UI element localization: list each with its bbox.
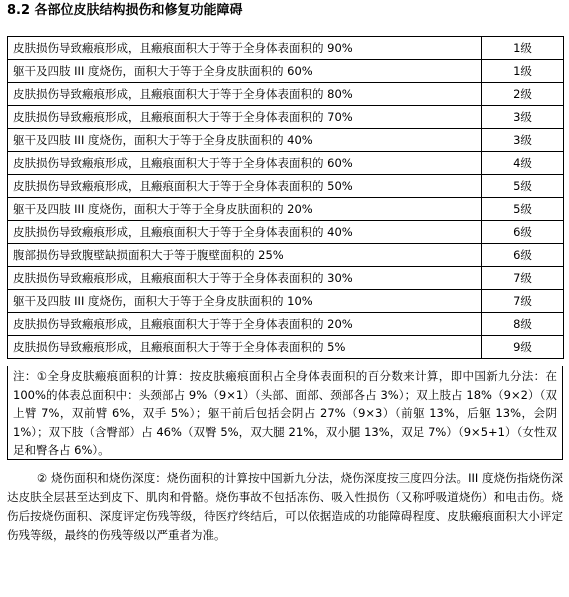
injury-description: 皮肤损伤导致瘢痕形成，且瘢痕面积大于等于全身体表面积的 20%: [8, 313, 482, 336]
disability-grade: 2级: [482, 83, 564, 106]
table-row: [8, 336, 564, 359]
disability-grade-table: [7, 36, 564, 359]
table-row: [8, 152, 564, 175]
disability-grade: 3级: [482, 106, 564, 129]
table-row: [8, 221, 564, 244]
disability-grade: 3级: [482, 129, 564, 152]
injury-description: 皮肤损伤导致瘢痕形成，且瘢痕面积大于等于全身体表面积的 60%: [8, 152, 482, 175]
table-row: [8, 129, 564, 152]
injury-description: 躯干及四肢 III 度烧伤，面积大于等于全身皮肤面积的 60%: [8, 60, 482, 83]
table-row: [8, 175, 564, 198]
disability-grade: 6级: [482, 221, 564, 244]
disability-grade: 4级: [482, 152, 564, 175]
injury-description: 躯干及四肢 III 度烧伤，面积大于等于全身皮肤面积的 10%: [8, 290, 482, 313]
table-row: [8, 83, 564, 106]
disability-grade: 1级: [482, 37, 564, 60]
notes-burn-depth: ② 烧伤面积和烧伤深度：烧伤面积的计算按中国新九分法，烧伤深度按三度四分法。III 度烧伤指烧伤深达皮肤全层甚至达到皮下、肌肉和骨骼。烧伤事故不包括冻伤、吸入性损伤（又称呼吸道烧伤）和电击伤。烧伤后按烧伤面积、深度评定伤残等级，待医疗终结后，可以依据造成的功能障碍程度、皮肤瘢痕面积大小评定伤残等级，最终的伤残等级以严重者为准。: [7, 471, 563, 542]
table-row: [8, 106, 564, 129]
table-row: [8, 37, 564, 60]
disability-grade: 6级: [482, 244, 564, 267]
injury-description: 皮肤损伤导致瘢痕形成，且瘢痕面积大于等于全身体表面积的 70%: [8, 106, 482, 129]
disability-grade: 9级: [482, 336, 564, 359]
injury-description: 皮肤损伤导致瘢痕形成，且瘢痕面积大于等于全身体表面积的 30%: [8, 267, 482, 290]
injury-description: 腹部损伤导致腹壁缺损面积大于等于腹壁面积的 25%: [8, 244, 482, 267]
table-row: [8, 313, 564, 336]
injury-description: 皮肤损伤导致瘢痕形成，且瘢痕面积大于等于全身体表面积的 40%: [8, 221, 482, 244]
injury-description: 躯干及四肢 III 度烧伤，面积大于等于全身皮肤面积的 40%: [8, 129, 482, 152]
table-row: [8, 198, 564, 221]
disability-grade: 7级: [482, 267, 564, 290]
injury-description: 皮肤损伤导致瘢痕形成，且瘢痕面积大于等于全身体表面积的 90%: [8, 37, 482, 60]
table-row: [8, 267, 564, 290]
disability-grade: 8级: [482, 313, 564, 336]
notes-area-calculation: 注：①全身皮肤瘢痕面积的计算：按皮肤瘢痕面积占全身体表面积的百分数来计算，即中国新九分法：在 100%的体表总面积中：头颈部占 9%（9×1）（头部、面部、颈部各占 3%）；双上肢占 18%（9×2）（双上臂 7%，双前臂 6%，双手 5%）；躯干前后包括会阴占 27%（9×3）（前躯 13%，后躯 13%，会阴 1%）；双下肢（含臀部）占 46%（双臀 5%，双大腿 21%，双小腿 13%，双足 7%）（9×5+1）（女性双足和臀各占 6%）。: [7, 366, 563, 460]
table-row: [8, 60, 564, 83]
disability-grade: 1级: [482, 60, 564, 83]
injury-description: 皮肤损伤导致瘢痕形成，且瘢痕面积大于等于全身体表面积的 50%: [8, 175, 482, 198]
injury-description: 躯干及四肢 III 度烧伤，面积大于等于全身皮肤面积的 20%: [8, 198, 482, 221]
disability-grade: 7级: [482, 290, 564, 313]
disability-grade: 5级: [482, 198, 564, 221]
section-title: 8.2 各部位皮肤结构损伤和修复功能障碍: [7, 3, 243, 18]
injury-description: 皮肤损伤导致瘢痕形成，且瘢痕面积大于等于全身体表面积的 80%: [8, 83, 482, 106]
table-row: [8, 244, 564, 267]
injury-description: 皮肤损伤导致瘢痕形成，且瘢痕面积大于等于全身体表面积的 5%: [8, 336, 482, 359]
disability-grade: 5级: [482, 175, 564, 198]
table-row: [8, 290, 564, 313]
